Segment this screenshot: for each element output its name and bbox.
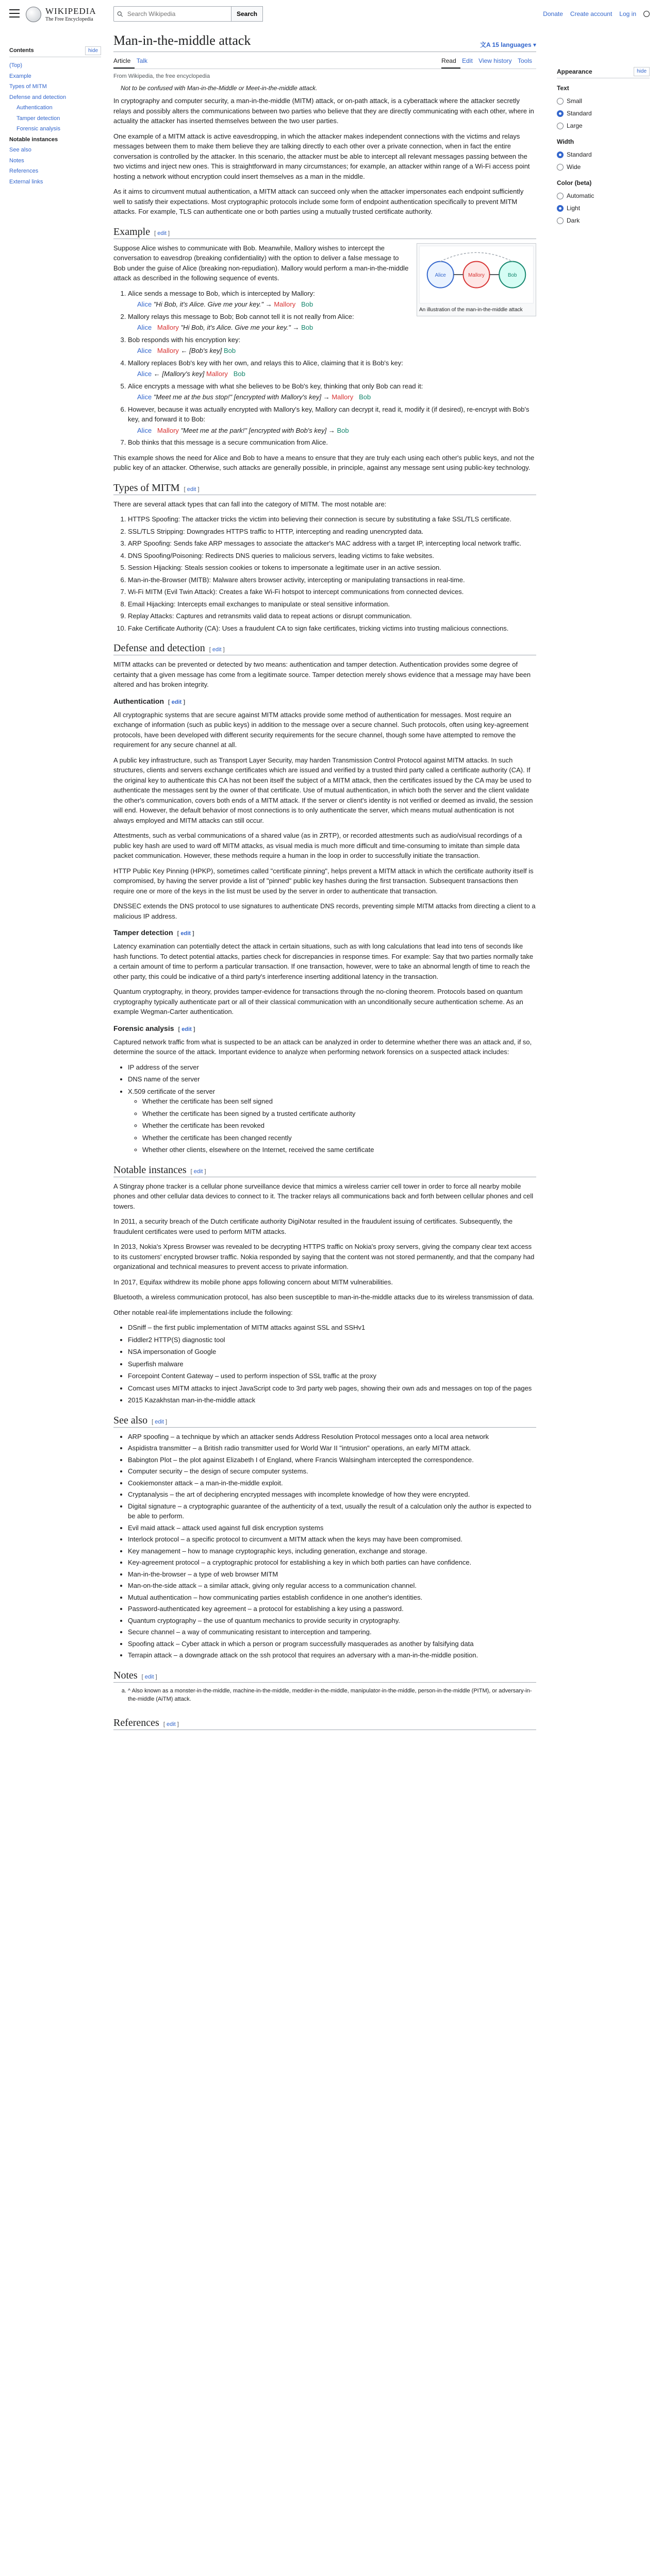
- tamper-paragraph-2: Quantum cryptography, in theory, provides tamper-evidence for transactions through the no-cloning theorem. Protocols based on quantum cryptography typically authenticate part or all of their classical communication with an unconditionally secure authentication scheme. As an example Wegman-Carter authentication.: [113, 988, 523, 1016]
- list-item: 5. Session Hijacking: Steals session cookies or tokens to impersonate a legitimate user in an active session.: [128, 563, 536, 573]
- list-item: • Comcast uses MITM attacks to inject JavaScript code to 3rd party web pages, showing their own ads and messages on top of the pages: [128, 1383, 536, 1394]
- bob-diagram-label: Bob: [507, 272, 517, 278]
- list-item: • X.509 certificate of the server ◦ Whether the certificate has been self signed ◦ Whether the certificate has been signed by a trusted certificate authority ◦ Whether the certificate has been revoked ◦ Whether the certificate has been changed recently ◦ Whether other clients, elsewhere on the Internet, received the same certificate: [128, 1087, 536, 1155]
- list-item[interactable]: • Man-on-the-side attack – a similar attack, giving only regular access to a communication channel.: [128, 1581, 536, 1591]
- section-example-heading: Example: [113, 226, 151, 238]
- auth-paragraph-3: Attestments, such as verbal communications of a shared value (as in ZRTP), or recorded attestments such as audio/visual recordings of a public key hash are used to ward off MITM attacks, as visual media is much more difficult and time-consuming to imitate than simple data packet communication. However, these methods require a human in the loop in order to successfully initiate the transaction.: [113, 832, 522, 860]
- list-item[interactable]: • Spoofing attack – Cyber attack in which a person or program successfully masquerades as another by falsifying data: [128, 1639, 536, 1649]
- main-menu-icon[interactable]: [9, 9, 20, 18]
- list-item[interactable]: • Password-authenticated key agreement – a protocol for establishing a key using a password.: [128, 1604, 536, 1614]
- example-step-7: 7. Bob thinks that this message is a secure communication from Alice.: [128, 437, 536, 448]
- auth-paragraph-2: A public key infrastructure, such as Transport Layer Security, may harden Transmission Control Protocol against MITM attacks. In such structures, clients and servers exchange certificates which are issued and verified by a trusted third party called a certificate authority (CA). If the original key to authenticate this CA has not been itself the subject of a MITM attack, then the certificates issued by the CA may be used to authenticate the messages sent by the owner of that certificate. Use of mutual authentication, in which both the server and the client validate the other's communication, covers both ends of a MITM attack. If the server or client's identity is not verified or deemed as invalid, the session will end. However, the default behavior of most connections is to only authenticate the server, which means mutual authentication is not always employed and MITM attacks can still occur.: [113, 756, 533, 824]
- color-dark[interactable]: Dark: [557, 214, 650, 227]
- edit-section-forensic[interactable]: edit: [181, 1026, 192, 1032]
- section-authentication: Authentication [ edit ]: [113, 697, 186, 705]
- list-item: ◦ Whether other clients, elsewhere on the Internet, received the same certificate: [142, 1145, 536, 1155]
- toc-item-notable[interactable]: Notable instances: [9, 136, 58, 143]
- width-standard[interactable]: Standard: [557, 148, 650, 161]
- list-item[interactable]: • Key-agreement protocol – a cryptographic protocol for establishing a key in which both parties can have confidence.: [128, 1557, 536, 1568]
- toc-item-types[interactable]: Types of MITM: [9, 83, 47, 90]
- step-3-message: ← [Bob's key]: [180, 347, 222, 355]
- text-size-standard[interactable]: Standard: [557, 107, 650, 120]
- list-item[interactable]: • Terrapin attack – a downgrade attack on the ssh protocol that requires an adversary with a man-in-the-middle position.: [128, 1650, 536, 1660]
- list-item: 3. ARP Spoofing: Sends fake ARP messages to associate the attacker's MAC address with a target IP, intercepting local network traffic.: [128, 538, 536, 549]
- color-label: Color (beta): [557, 179, 592, 187]
- list-item: ◦ Whether the certificate has been signed by a trusted certificate authority: [142, 1109, 536, 1119]
- toc-item-forensic[interactable]: Forensic analysis: [16, 126, 60, 132]
- types-list: [113, 514, 536, 633]
- edit-section-see-also[interactable]: edit: [155, 1418, 164, 1425]
- example-figure: [417, 243, 536, 316]
- appearance-title: Appearance: [557, 68, 592, 75]
- from-wikipedia: From Wikipedia, the free encyclopedia: [113, 73, 210, 79]
- site-header: [0, 0, 662, 29]
- example-step-4: 4. Mallory replaces Bob's key with her own, and relays this to Alice, claiming that it is Bob's key: Alice ← [Mallory's key] Mallory Bob: [128, 358, 536, 379]
- toc-item-external-links[interactable]: External links: [9, 178, 43, 185]
- forensic-paragraph: Captured network traffic from what is suspected to be an attack can be analyzed in order to determine whether there was an attack and, if so, determine the source of the attack. Important evidence to analyze when performing network forensics on a suspected attack includes:: [113, 1038, 532, 1056]
- text-size-large[interactable]: Large: [557, 120, 650, 132]
- list-item[interactable]: • Secure channel – a way of communicating resistant to interception and tampering.: [128, 1627, 536, 1637]
- mitm-diagram[interactable]: [419, 246, 534, 303]
- search-input[interactable]: [126, 9, 228, 19]
- example-intro: Suppose Alice wishes to communicate with Bob. Meanwhile, Mallory wishes to intercept the conversation to eavesdrop (breaking confidentiality) with the option to deliver a false message to Bob under the guise of Alice (breaking non-repudiation). Mallory would perform a man-in-the-middle attack as described in the following sequence of events.: [113, 244, 409, 282]
- section-references: References [ edit ]: [113, 1716, 536, 1730]
- tab-article[interactable]: Article: [113, 54, 135, 69]
- list-item: • Fiddler2 HTTP(S) diagnostic tool: [128, 1335, 536, 1345]
- tagline: The Free Encyclopedia: [45, 16, 93, 22]
- list-item: 1. HTTPS Spoofing: The attacker tricks the victim into believing their connection is secure by substituting a fake SSL/TLS certificate.: [128, 514, 536, 524]
- step-6-message: "Meet me at the park!" [encrypted with Bob's key] →: [180, 426, 335, 434]
- auth-paragraph-4: HTTP Public Key Pinning (HPKP), sometimes called "certificate pinning", helps prevent a MITM attack in which the certificate authority itself is compromised, by having the server provide a list of "pinned" public key hashes during the first transaction. Subsequent transactions then require one or more of the keys in the list must be used by the server in order to authenticate that transaction.: [113, 867, 534, 895]
- list-item[interactable]: • Aspidistra transmitter – a British radio transmitter used for World War II "intrusion" operations, an early MITM attack.: [128, 1443, 536, 1453]
- list-item[interactable]: • Computer security – the design of secure computer systems.: [128, 1466, 536, 1477]
- see-also-list: [113, 1432, 536, 1660]
- example-step-5: 5. Alice encrypts a message with what she believes to be Bob's key, thinking that only Bob can read it: Alice "Meet me at the bus stop!" [encrypted with Mallory's key] → Mallory Bob: [128, 381, 536, 402]
- edit-section-notable[interactable]: edit: [193, 1168, 203, 1175]
- table-of-contents: [9, 46, 101, 187]
- wikipedia-logo[interactable]: [26, 4, 103, 25]
- search-button[interactable]: Search: [231, 6, 263, 22]
- types-intro: There are several attack types that can fall into the category of MITM. The most notable are:: [113, 500, 387, 508]
- example-step-2: 2. Mallory relays this message to Bob; Bob cannot tell it is not really from Alice: Alice Mallory "Hi Bob, it's Alice. Give me your key." → Bob: [128, 312, 536, 333]
- figure-caption: An illustration of the man-in-the-middle attack: [419, 307, 523, 313]
- list-item: 8. Email Hijacking: Intercepts email exchanges to manipulate or steal sensitive information.: [128, 599, 536, 609]
- list-item: • Forcepoint Content Gateway – used to perform inspection of SSL traffic at the proxy: [128, 1371, 536, 1381]
- notes-list: [113, 1687, 536, 1704]
- forensic-sublist: [128, 1096, 536, 1155]
- list-item[interactable]: • Babington Plot – the plot against Elizabeth I of England, where Francis Walsingham intercepted the correspondence.: [128, 1455, 536, 1465]
- text-size-label: Text: [557, 84, 569, 92]
- color-light[interactable]: Light: [557, 202, 650, 214]
- example-step-3: 3. Bob responds with his encryption key: Alice Mallory ← [Bob's key] Bob: [128, 335, 536, 356]
- user-menu-icon[interactable]: [643, 11, 650, 17]
- edit-section-notes[interactable]: edit: [144, 1673, 154, 1680]
- tab-view-history[interactable]: View history: [478, 57, 512, 64]
- list-item[interactable]: • Cryptanalysis – the art of deciphering encrypted messages with incomplete knowledge of how they were encrypted.: [128, 1489, 536, 1500]
- edit-section-tamper[interactable]: edit: [180, 930, 191, 937]
- donate-link[interactable]: Donate: [543, 10, 563, 18]
- notable-paragraph-4: In 2017, Equifax withdrew its mobile phone apps following concern about MITM vulnerabilities.: [113, 1278, 393, 1286]
- step-4-message: ← [Mallory's key]: [153, 370, 205, 378]
- step-2-message: "Hi Bob, it's Alice. Give me your key." →: [180, 324, 300, 332]
- search-form: [113, 6, 263, 22]
- appearance-hide-button[interactable]: hide: [634, 67, 650, 76]
- notable-paragraph-1: A Stingray phone tracker is a cellular phone surveillance device that mimics a wireless carrier cell tower in order to force all nearby mobile phones and other cellular data devices to connect to it. The tracker relays all communications back and forth between cellular phones and cell towers.: [113, 1182, 534, 1210]
- list-item[interactable]: • Interlock protocol – a specific protocol to circumvent a MITM attack when the keys may have been compromised.: [128, 1534, 536, 1545]
- auth-paragraph-5: DNSSEC extends the DNS protocol to use signatures to authenticate DNS records, preventing simple MITM attacks from directing a client to a malicious IP address.: [113, 902, 536, 920]
- list-item[interactable]: • Digital signature – a cryptographic guarantee of the authenticity of a text, usually the result of a calculation only the author is expected to be able to perform.: [128, 1501, 536, 1521]
- intro-paragraph-2: One example of a MITM attack is active eavesdropping, in which the attacker makes independent connections with the victims and relays messages between them to make them believe they are talking directly to each other over a private connection, when in fact the entire conversation is controlled by the attacker. In this scenario, the attacker must be able to intercept all relevant messages passing between the two victims and inject new ones. This is straightforward in many circumstances; for example, an attacker within range of a Wi-Fi access point hosting a network without encryption could insert themselves as a man in the middle.: [113, 132, 530, 180]
- list-item: ◦ Whether the certificate has been revoked: [142, 1121, 536, 1131]
- list-item: 6. Man-in-the-Browser (MITB): Malware alters browser activity, intercepting or manipulating transactions in real-time.: [128, 575, 536, 585]
- list-item[interactable]: • Cookiemonster attack – a man-in-the-middle exploit.: [128, 1478, 536, 1488]
- list-item: ◦ Whether the certificate has been changed recently: [142, 1133, 536, 1143]
- mallory-label[interactable]: Mallory: [274, 300, 296, 309]
- width-wide[interactable]: Wide: [557, 161, 650, 173]
- edit-section-example[interactable]: edit: [157, 230, 167, 236]
- list-item: 2. SSL/TLS Stripping: Downgrades HTTPS traffic to HTTP, intercepting and reading unencrypted data.: [128, 527, 536, 537]
- edit-section-defense[interactable]: edit: [212, 647, 222, 653]
- list-item[interactable]: • Mutual authentication – how communicating parties establish confidence in one another's identities.: [128, 1592, 536, 1603]
- list-item: 10. Fake Certificate Authority (CA): Uses a fraudulent CA to sign fake certificates, tricking victims into trusting malicious connections.: [128, 623, 536, 634]
- globe-icon: [26, 7, 41, 22]
- section-notes: Notes [ edit ]: [113, 1669, 536, 1683]
- languages-label: 15 languages: [492, 41, 532, 48]
- create-account-link[interactable]: Create account: [570, 10, 613, 18]
- edit-section-references[interactable]: edit: [166, 1721, 176, 1727]
- toc-item-authentication[interactable]: Authentication: [16, 105, 53, 111]
- tab-talk[interactable]: Talk: [136, 57, 148, 64]
- toc-hide-button[interactable]: hide: [85, 46, 101, 55]
- list-item: • 2015 Kazakhstan man-in-the-middle attack: [128, 1395, 536, 1405]
- toc-item-notes[interactable]: Notes: [9, 157, 24, 164]
- toc-item-tamper[interactable]: Tamper detection: [16, 115, 60, 122]
- list-item[interactable]: • ARP spoofing – a technique by which an attacker sends Address Resolution Protocol messages onto a local area network: [128, 1432, 536, 1442]
- list-item: • IP address of the server: [128, 1062, 536, 1073]
- list-item: • DSniff – the first public implementation of MITM attacks against SSL and SSHv1: [128, 1323, 536, 1333]
- mallory-diagram-label: Mallory: [468, 272, 485, 278]
- toc-item-defense[interactable]: Defense and detection: [9, 94, 67, 100]
- appearance-panel: [557, 67, 650, 227]
- page-tabs: [113, 54, 536, 69]
- list-item: ◦ Whether the certificate has been self signed: [142, 1096, 536, 1107]
- forensic-list: [113, 1062, 536, 1155]
- list-item[interactable]: • Quantum cryptography – the use of quantum mechanics to provide security in cryptography.: [128, 1616, 536, 1626]
- text-size-small[interactable]: Small: [557, 95, 650, 107]
- edit-section-authentication[interactable]: edit: [171, 699, 182, 705]
- notable-paragraph-3: In 2013, Nokia's Xpress Browser was revealed to be decrypting HTTPS traffic on Nokia's proxy servers, giving the company clear text access to its customers' encrypted browser traffic. Nokia responded by saying that the content was not stored permanently, and that the company had organizational and technical measures to prevent access to private information.: [113, 1243, 535, 1271]
- tab-read[interactable]: Read: [441, 54, 460, 69]
- section-defense: Defense and detection [ edit ]: [113, 641, 536, 655]
- perceived-link: [440, 252, 512, 261]
- section-see-also: See also [ edit ]: [113, 1414, 536, 1428]
- search-box[interactable]: [113, 6, 231, 22]
- toc-item-see-also[interactable]: See also: [9, 147, 31, 153]
- edit-section-types[interactable]: edit: [187, 486, 196, 493]
- list-item[interactable]: • Key management – how to manage cryptographic keys, including generation, exchange and storage.: [128, 1546, 536, 1556]
- toc-title: Contents: [9, 47, 34, 54]
- alice-label[interactable]: Alice: [137, 300, 152, 309]
- alice-diagram-label: Alice: [435, 272, 446, 278]
- section-example: Example [ edit ]: [113, 225, 536, 239]
- article-body: [113, 29, 536, 1734]
- section-forensic: Forensic analysis [ edit ]: [113, 1024, 195, 1032]
- notable-paragraph-5: Bluetooth, a wireless communication protocol, has also been susceptible to man-in-the-middle attacks due to its wireless transmission of data.: [113, 1293, 534, 1301]
- tab-tools[interactable]: Tools: [517, 57, 532, 64]
- example-step-6: 6. However, because it was actually encrypted with Mallory's key, Mallory can decrypt it, read it, modify it (if desired), re-encrypt with Bob's key, and forward it to Bob: Alice Mallory "Meet me at the park!" [encrypted with Bob's key] → Bob: [128, 404, 536, 436]
- wordmark: WIKIPEDIA: [45, 6, 96, 16]
- user-links: [543, 9, 650, 19]
- list-item: • NSA impersonation of Google: [128, 1347, 536, 1357]
- toc-item-top[interactable]: (Top): [9, 62, 23, 69]
- step-1-message: "Hi Bob, it's Alice. Give me your key." →: [153, 300, 272, 309]
- example-outro: This example shows the need for Alice and Bob to have a means to ensure that they are truly each using each other's public keys, and not the public key of an attacker. Otherwise, such attacks are generally possible, in principle, against any message sent using public-key technology.: [113, 453, 535, 472]
- hatnote: Not to be confused with Man-in-the-Middle or Meet-in-the-middle attack.: [121, 84, 318, 92]
- notable-list: [113, 1323, 536, 1405]
- section-tamper: Tamper detection [ edit ]: [113, 928, 194, 937]
- translate-icon: 文A: [480, 41, 492, 48]
- notable-paragraph-2: In 2011, a security breach of the Dutch certificate authority DigiNotar resulted in the fraudulent issuing of certificates. Subsequently, the fraudulent certificates were used to perform MITM attacks.: [113, 1217, 513, 1235]
- list-item: • Superfish malware: [128, 1359, 536, 1369]
- notable-paragraph-6: Other notable real-life implementations include the following:: [113, 1308, 293, 1316]
- step-5-message: "Meet me at the bus stop!" [encrypted with Mallory's key] →: [153, 393, 330, 401]
- defense-paragraph: MITM attacks can be prevented or detected by two means: authentication and tamper detection. Authentication provides some degree of certainty that a given message has come from a legitimate source. Tamper detection merely shows evidence that a message may have been altered and has broken integrity.: [113, 660, 531, 689]
- example-step-1: 1. Alice sends a message to Bob, which is intercepted by Mallory: Alice "Hi Bob, it's Alice. Give me your key." → Mallory Bob: [128, 289, 536, 310]
- list-item[interactable]: • Evil maid attack – attack used against full disk encryption systems: [128, 1523, 536, 1533]
- auth-paragraph-1: All cryptographic systems that are secure against MITM attacks provide some method of authentication for messages. Most require an exchange of information (such as public keys) in addition to the message over a secure channel. Such protocols, often using key-agreement protocols, have been developed with different security requirements for the secure channel, though some have attempted to remove the requirement for any secure channel at all.: [113, 710, 529, 749]
- list-item: 4. DNS Spoofing/Poisoning: Redirects DNS queries to malicious servers, leading victims to fake websites.: [128, 551, 536, 561]
- toc-item-example[interactable]: Example: [9, 73, 31, 79]
- bob-label[interactable]: Bob: [301, 300, 313, 309]
- intro-paragraph-3: As it aims to circumvent mutual authentication, a MITM attack can succeed only when the attacker impersonates each endpoint sufficiently well to satisfy their expectations. Most cryptographic protocols include some form of endpoint authentication specifically to prevent MITM attacks. For example, TLS can authenticate one or both parties using a mutually trusted certificate authority.: [113, 188, 524, 216]
- login-link[interactable]: Log in: [619, 10, 636, 18]
- tamper-paragraph-1: Latency examination can potentially detect the attack in certain situations, such as with long calculations that lead into tens of seconds like hash functions. To detect potential attacks, parties check for discrepancies in response times. For example: Say that two parties normally take a certain amount of time to perform a particular transaction. If one transaction, however, were to take an abnormal length of time to reach the other party, this could be indicative of a third party's interference inserting additional latency in the transaction.: [113, 942, 534, 980]
- tab-edit[interactable]: Edit: [462, 57, 473, 64]
- page-title: Man-in-the-middle attack: [113, 33, 251, 48]
- list-item: 9. Replay Attacks: Captures and retransmits valid data to repeat actions or disrupt communication.: [128, 611, 536, 621]
- intro-paragraph-1: In cryptography and computer security, a man-in-the-middle (MITM) attack, or on-path attack, is a cyberattack where the attacker secretly relays and possibly alters the communications between two parties who believe that they are directly communicating with each other, where in actuality the attacker has inserted themselves between the two user parties.: [113, 97, 534, 125]
- list-item: 7. Wi-Fi MITM (Evil Twin Attack): Creates a fake Wi-Fi hotspot to intercept communications from connected devices.: [128, 587, 536, 597]
- section-types: Types of MITM [ edit ]: [113, 481, 536, 495]
- width-label: Width: [557, 138, 574, 145]
- search-icon: [117, 11, 123, 18]
- list-item: • DNS name of the server: [128, 1074, 536, 1084]
- languages-button[interactable]: 文A 15 languages ▾: [480, 41, 536, 48]
- color-automatic[interactable]: Automatic: [557, 190, 650, 202]
- section-notable: Notable instances [ edit ]: [113, 1163, 536, 1177]
- toc-item-references[interactable]: References: [9, 168, 39, 174]
- note-a: a. ^ Also known as a monster-in-the-middle, machine-in-the-middle, meddler-in-the-middle, manipulator-in-the-middle, person-in-the-middle (PITM), or adversary-in-the-middle (AiTM) attack.: [128, 1687, 536, 1704]
- list-item[interactable]: • Man-in-the-browser – a type of web browser MITM: [128, 1569, 536, 1580]
